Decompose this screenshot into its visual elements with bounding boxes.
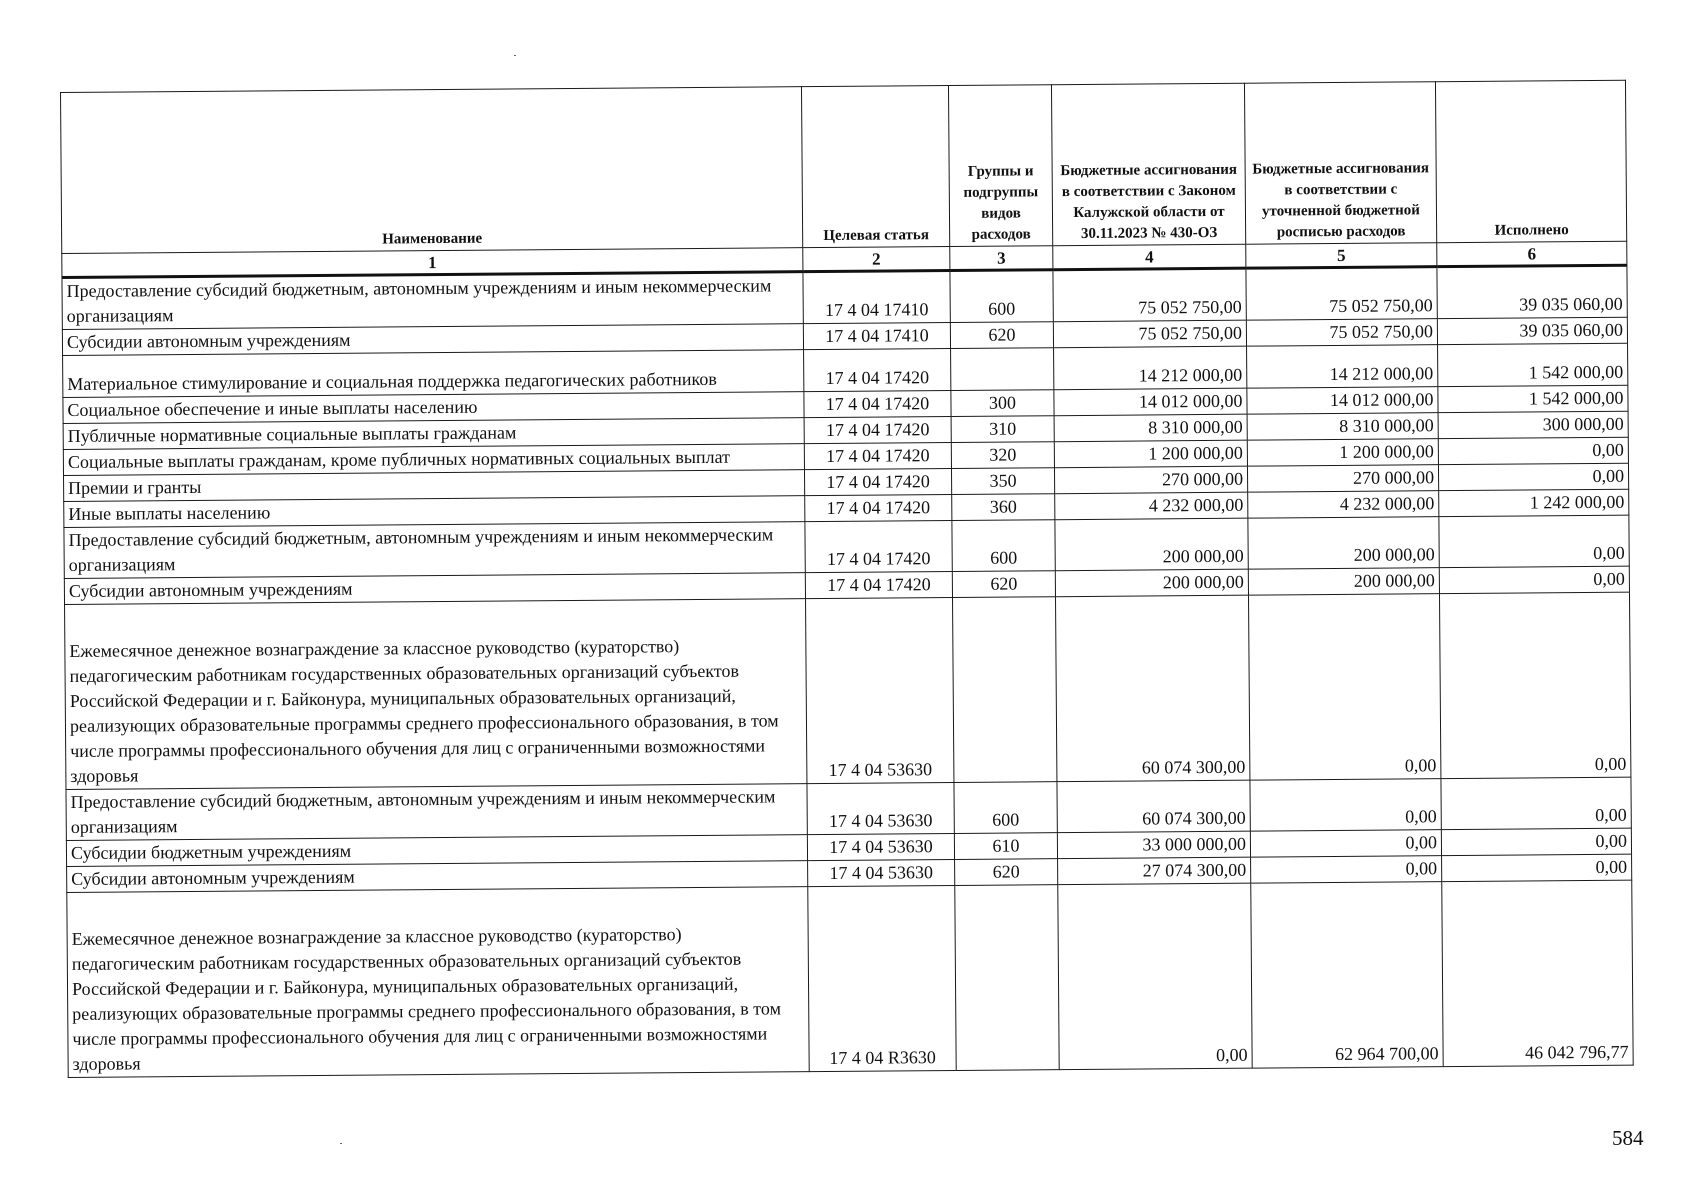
row-expense-group: 620 (952, 571, 1055, 598)
row-law-allocation: 14 212 000,00 (1054, 346, 1247, 390)
row-expense-group (955, 885, 1059, 1071)
row-name: Субсидии бюджетным учреждениям (66, 835, 807, 867)
row-target-article: 17 4 04 53630 (806, 598, 954, 784)
row-target-article: 17 4 04 17420 (804, 349, 951, 392)
row-law-allocation: 75 052 750,00 (1053, 268, 1246, 322)
row-refined-allocation: 4 232 000,00 (1248, 491, 1439, 518)
row-expense-group: 600 (954, 782, 1057, 834)
row-name: Предоставление субсидий бюджетным, автономным учреждениям и иным некоммерческим организациям (64, 522, 805, 579)
row-expense-group (952, 597, 1056, 783)
row-target-article: 17 4 04 17420 (805, 572, 952, 599)
row-expense-group: 600 (952, 520, 1055, 572)
row-refined-allocation: 14 212 000,00 (1247, 345, 1438, 388)
row-refined-allocation: 75 052 750,00 (1246, 267, 1437, 320)
column-number: 2 (803, 247, 950, 272)
row-executed: 0,00 (1438, 437, 1628, 464)
header-executed: Исполнено (1435, 80, 1626, 242)
row-target-article: 17 4 04 17420 (804, 417, 951, 444)
row-law-allocation: 14 012 000,00 (1054, 388, 1247, 416)
row-law-allocation: 33 000 000,00 (1057, 831, 1250, 859)
row-expense-group: 360 (952, 494, 1055, 521)
budget-table (60, 80, 1634, 1078)
row-refined-allocation: 62 964 700,00 (1251, 882, 1443, 1068)
row-target-article: 17 4 04 17420 (805, 521, 952, 573)
row-target-article: 17 4 04 R3630 (808, 885, 956, 1071)
row-executed: 1 242 000,00 (1439, 489, 1629, 516)
row-executed: 0,00 (1438, 463, 1628, 490)
row-name: Премии и гранты (64, 470, 805, 502)
row-refined-allocation: 75 052 750,00 (1246, 319, 1437, 346)
column-number: 4 (1053, 244, 1246, 270)
row-target-article: 17 4 04 53630 (808, 859, 955, 886)
row-name: Материальное стимулирование и социальная поддержка педагогических работников (63, 350, 804, 398)
row-executed: 46 042 796,77 (1442, 880, 1633, 1066)
row-executed: 1 542 000,00 (1438, 385, 1628, 412)
row-name: Иные выплаты населению (64, 496, 805, 528)
row-name: Субсидии автономным учреждениям (67, 861, 808, 893)
row-law-allocation: 4 232 000,00 (1055, 492, 1248, 520)
column-number: 3 (950, 246, 1053, 271)
table-header (61, 80, 1627, 277)
row-name: Ежемесячное денежное вознаграждение за классное руководство (кураторство) педагогическим работникам государственных образовательных организаций субъектов Российской Федерации и г. Байконура, муниципальных образовательных организаций, реализующих образовательные программы среднего профессионального образования, в том числе программы профессионального обучения для лиц с ограниченными возможностями здоровья (67, 887, 809, 1078)
row-refined-allocation: 14 012 000,00 (1247, 387, 1438, 414)
row-law-allocation: 0,00 (1058, 883, 1252, 1070)
header-law-allocations: Бюджетные ассигнования в соответствии с Законом Калужской области от 30.11.2023 № 430-ОЗ (1051, 83, 1245, 246)
row-target-article: 17 4 04 53630 (807, 833, 954, 860)
row-law-allocation: 60 074 300,00 (1055, 595, 1249, 782)
row-expense-group: 610 (954, 833, 1057, 860)
row-executed: 39 035 060,00 (1437, 265, 1627, 318)
table-row (65, 592, 1631, 789)
header-name: Наименование (61, 87, 803, 254)
row-name: Субсидии автономным учреждениям (62, 324, 803, 356)
scan-speck (340, 1143, 342, 1144)
row-expense-group (951, 348, 1054, 391)
row-law-allocation: 75 052 750,00 (1053, 320, 1246, 348)
row-target-article: 17 4 04 17420 (804, 469, 951, 496)
scan-speck (514, 55, 516, 56)
row-executed: 300 000,00 (1438, 411, 1628, 438)
row-refined-allocation: 8 310 000,00 (1247, 413, 1438, 440)
row-name: Публичные нормативные социальные выплаты гражданам (63, 418, 804, 450)
row-law-allocation: 200 000,00 (1055, 518, 1248, 571)
budget-page (60, 80, 1633, 1078)
row-executed: 39 035 060,00 (1437, 317, 1627, 344)
row-law-allocation: 8 310 000,00 (1054, 414, 1247, 442)
header-refined-allocations: Бюджетные ассигнования в соответствии с уточненной бюджетной росписью расходов (1244, 82, 1436, 244)
row-expense-group: 350 (951, 468, 1054, 495)
row-name: Предоставление субсидий бюджетным, автономным учреждениям и иным некоммерческим организациям (66, 784, 807, 841)
row-expense-group: 620 (950, 322, 1053, 349)
row-refined-allocation: 0,00 (1248, 594, 1440, 780)
row-expense-group: 620 (955, 859, 1058, 886)
row-executed: 0,00 (1441, 828, 1631, 855)
row-executed: 0,00 (1441, 777, 1631, 829)
row-law-allocation: 27 074 300,00 (1058, 857, 1251, 885)
page-number: 584 (1612, 1126, 1644, 1150)
row-refined-allocation: 0,00 (1251, 856, 1442, 883)
row-law-allocation: 60 074 300,00 (1057, 780, 1250, 833)
row-refined-allocation: 0,00 (1250, 779, 1441, 831)
row-executed: 0,00 (1439, 592, 1630, 778)
table-row (67, 880, 1633, 1077)
row-refined-allocation: 200 000,00 (1248, 517, 1439, 569)
row-target-article: 17 4 04 17410 (803, 323, 950, 350)
row-refined-allocation: 270 000,00 (1247, 465, 1438, 492)
column-number: 5 (1246, 243, 1437, 268)
row-expense-group: 300 (951, 390, 1054, 417)
row-expense-group: 310 (951, 416, 1054, 443)
row-executed: 0,00 (1439, 515, 1629, 567)
header-target-article: Целевая статья (801, 86, 949, 248)
row-expense-group: 600 (950, 270, 1053, 323)
row-name: Социальные выплаты гражданам, кроме публичных нормативных социальных выплат (63, 444, 804, 476)
row-name: Ежемесячное денежное вознаграждение за классное руководство (кураторство) педагогическим работникам государственных образовательных организаций субъектов Российской Федерации и г. Байконура, муниципальных образовательных организаций, реализующих образовательные программы среднего профессионального образования, в том числе программы профессионального обучения для лиц с ограниченными возможностями здоровья (65, 599, 807, 790)
row-target-article: 17 4 04 17420 (804, 443, 951, 470)
row-law-allocation: 270 000,00 (1054, 466, 1247, 494)
row-target-article: 17 4 04 53630 (807, 783, 954, 835)
row-law-allocation: 200 000,00 (1055, 569, 1248, 597)
table-body (62, 265, 1633, 1077)
row-law-allocation: 1 200 000,00 (1054, 440, 1247, 468)
row-refined-allocation: 1 200 000,00 (1247, 439, 1438, 466)
row-refined-allocation: 0,00 (1250, 830, 1441, 857)
row-executed: 0,00 (1439, 566, 1629, 593)
column-number: 1 (62, 248, 803, 278)
column-number: 6 (1437, 241, 1627, 266)
header-expense-group: Группы и подгруппы видов расходов (948, 85, 1052, 247)
row-target-article: 17 4 04 17420 (804, 391, 951, 418)
row-executed: 1 542 000,00 (1438, 343, 1628, 386)
row-refined-allocation: 200 000,00 (1248, 568, 1439, 595)
row-name: Социальное обеспечение и иные выплаты населению (63, 392, 804, 424)
row-target-article: 17 4 04 17410 (803, 271, 950, 324)
row-target-article: 17 4 04 17420 (805, 495, 952, 522)
row-expense-group: 320 (951, 442, 1054, 469)
row-executed: 0,00 (1442, 854, 1632, 881)
row-name: Субсидии автономным учреждениям (64, 573, 805, 605)
row-name: Предоставление субсидий бюджетным, автономным учреждениям и иным некоммерческим организациям (62, 272, 803, 330)
